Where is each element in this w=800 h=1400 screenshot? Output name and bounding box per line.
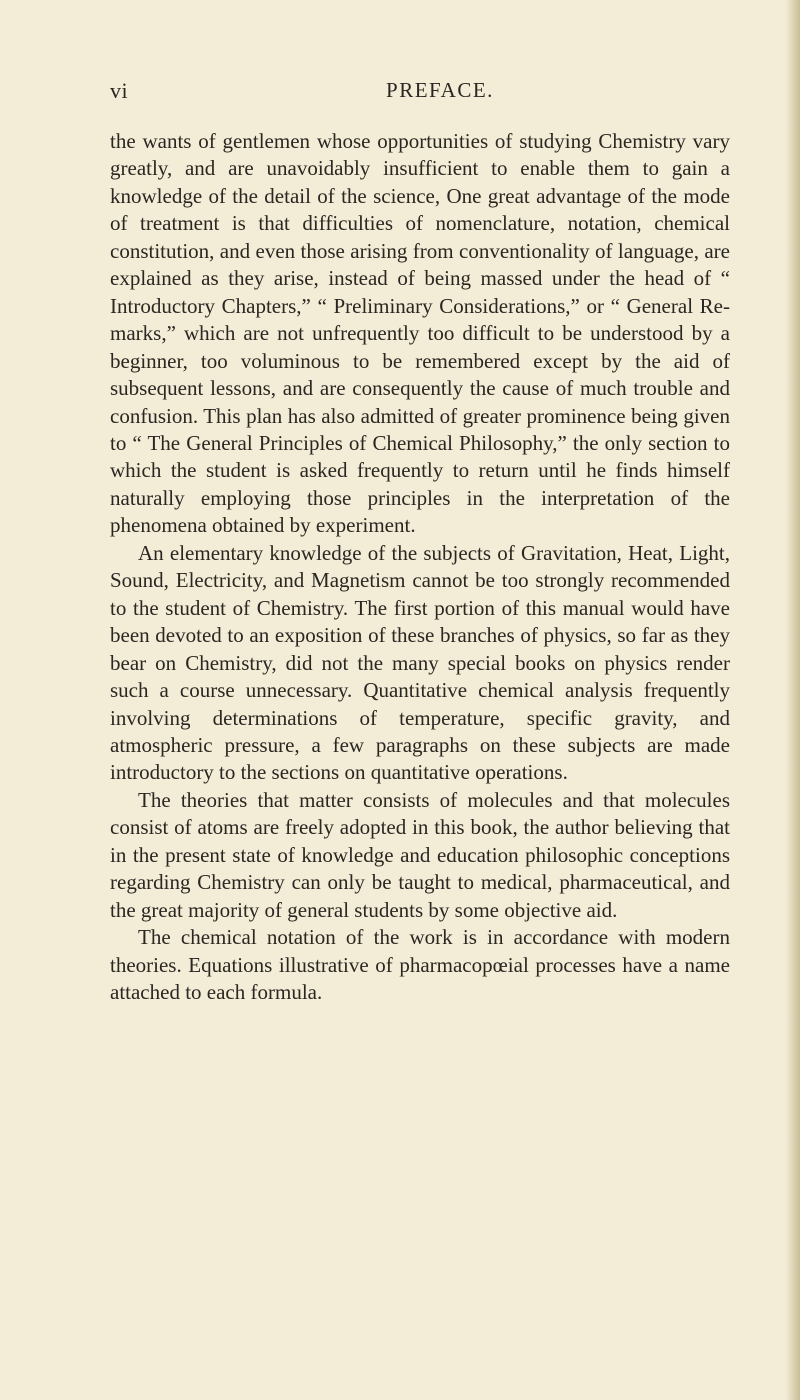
paragraph-notation: The chemical notation of the work is in accordance with modern theories. Equations illustrative of pharmacopœial processes have a name attached to each formula.	[110, 925, 730, 1005]
running-head: PREFACE.	[386, 78, 494, 102]
body-text	[110, 128, 730, 1007]
page-edge-shadow	[786, 0, 800, 1400]
paragraph-theories: The theories that matter consists of molecules and that molecules consist of atoms are freely adopted in this book, the author believing that in the present state of knowledge and education philosophic conceptions regarding Chemistry can only be taught to medical, pharmaceutical, and the great majority of general students by some objective aid.	[110, 787, 730, 922]
paragraph-physics: An elementary knowledge of the subjects of Gravitation, Heat, Light, Sound, Electricity, and Magnetism cannot be too strongly recommended to the student of Chemistry. The first portion of this manual would have been devoted to an exposition of these branches of physics, so far as they bear on Chemistry, did not the many special books on physics render such a course unnecessary. Quantitative chemical analysis frequently involving determinations of temperature, specific gravity, and atmospheric pressure, a few paragraphs on these subjects are made introductory to the sections on quantitative operations.	[110, 540, 730, 785]
page-header	[110, 78, 730, 108]
page-number: vi	[110, 78, 129, 103]
paragraph-continued: the wants of gentlemen whose opportunities of studying Chemistry vary greatly, and are unavoidably insufficient to enable them to gain a knowledge of the detail of the science, One great advantage of the mode of treatment is that difficulties of nomenclature, notation, chemical constitution, and even those arising from conventionality of language, are explained as they arise, instead of being massed under the head of “ Introductory Chapters,” “ Preliminary Considerations,” or “ General Remarks,” which are not unfrequently too difficult to be understood by a beginner, too voluminous to be remembered except by the aid of subsequent lessons, and are consequently the cause of much trouble and confusion. This plan has also admitted of greater prominence being given to “ The General Principles of Chemical Philosophy,” the only section to which the student is asked frequently to return until he finds himself naturally employing those principles in the interpretation of the phenomena obtained by experiment.	[110, 129, 730, 538]
